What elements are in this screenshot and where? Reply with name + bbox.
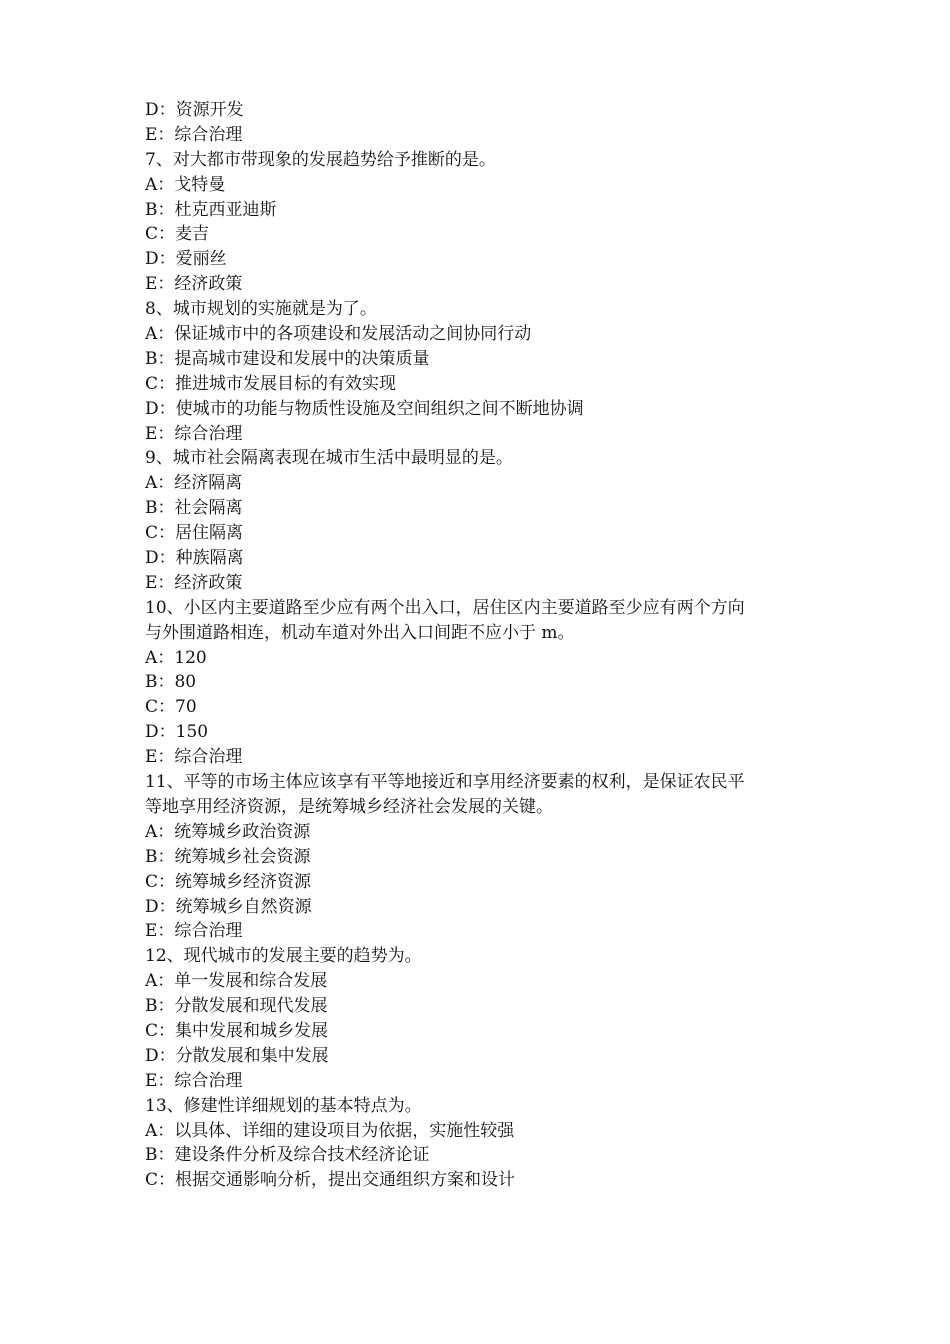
text-line: C：麦吉 (145, 224, 210, 245)
text-line: C：集中发展和城乡发展 (145, 1020, 329, 1041)
text-line: A：保证城市中的各项建设和发展活动之间协同行动 (145, 324, 532, 345)
text-line: C：70 (145, 697, 197, 718)
text-line: 13、修建性详细规划的基本特点为。 (145, 1095, 422, 1116)
text-line: B：统筹城乡社会资源 (145, 846, 311, 867)
text-line: E：经济政策 (145, 572, 243, 593)
text-line: D：爱丽丝 (145, 249, 227, 270)
text-line: C：推进城市发展目标的有效实现 (145, 373, 397, 394)
text-line: D：资源开发 (145, 100, 244, 120)
text-line: 10、小区内主要道路至少应有两个出入口，居住区内主要道路至少应有两个方向 (145, 597, 745, 618)
text-line: 7、对大都市带现象的发展趋势给予推断的是。 (145, 149, 496, 170)
text-line: A：单一发展和综合发展 (145, 971, 328, 992)
text-line: B：提高城市建设和发展中的决策质量 (145, 348, 430, 369)
text-line: 8、城市规划的实施就是为了。 (145, 299, 377, 320)
text-line: 等地享用经济资源，是统筹城乡经济社会发展的关键。 (145, 796, 553, 817)
text-line: A：统筹城乡政治资源 (145, 821, 311, 842)
text-line: C：统筹城乡经济资源 (145, 871, 312, 892)
text-line: A：戈特曼 (145, 174, 226, 195)
text-line: B：杜克西亚迪斯 (145, 199, 277, 220)
text-line: 与外围道路相连，机动车道对外出入口间距不应小于 m。 (145, 622, 575, 643)
text-line: E：综合治理 (145, 423, 243, 444)
text-line: A：经济隔离 (145, 473, 243, 494)
text-line: E：综合治理 (145, 747, 243, 768)
text-line: 9、城市社会隔离表现在城市生活中最明显的是。 (145, 448, 513, 469)
text-line: D：使城市的功能与物质性设施及空间组织之间不断地协调 (145, 398, 584, 419)
text-line: E：综合治理 (145, 1070, 243, 1091)
text-line: E：经济政策 (145, 274, 243, 295)
text-line: C：居住隔离 (145, 523, 244, 544)
text-line: E：综合治理 (145, 124, 243, 145)
text-line: E：综合治理 (145, 921, 243, 942)
text-line: B：建设条件分析及综合技术经济论证 (145, 1145, 430, 1166)
text-line: A：以具体、详细的建设项目为依据，实施性较强 (145, 1120, 515, 1141)
text-line: 12、现代城市的发展主要的趋势为。 (145, 946, 422, 967)
text-line: B：社会隔离 (145, 498, 243, 519)
text-line: D：种族隔离 (145, 548, 244, 569)
text-line: A：120 (145, 647, 207, 668)
text-line: 11、平等的市场主体应该享有平等地接近和享用经济要素的权利，是保证农民平 (145, 772, 745, 793)
text-line: B：分散发展和现代发展 (145, 996, 328, 1017)
text-line: D：统筹城乡自然资源 (145, 896, 312, 917)
document-page (145, 98, 815, 1193)
text-line: C：根据交通影响分析，提出交通组织方案和设计 (145, 1170, 516, 1191)
text-line: D：150 (145, 722, 209, 743)
text-line: B：80 (145, 672, 197, 693)
text-line: D：分散发展和集中发展 (145, 1045, 329, 1066)
